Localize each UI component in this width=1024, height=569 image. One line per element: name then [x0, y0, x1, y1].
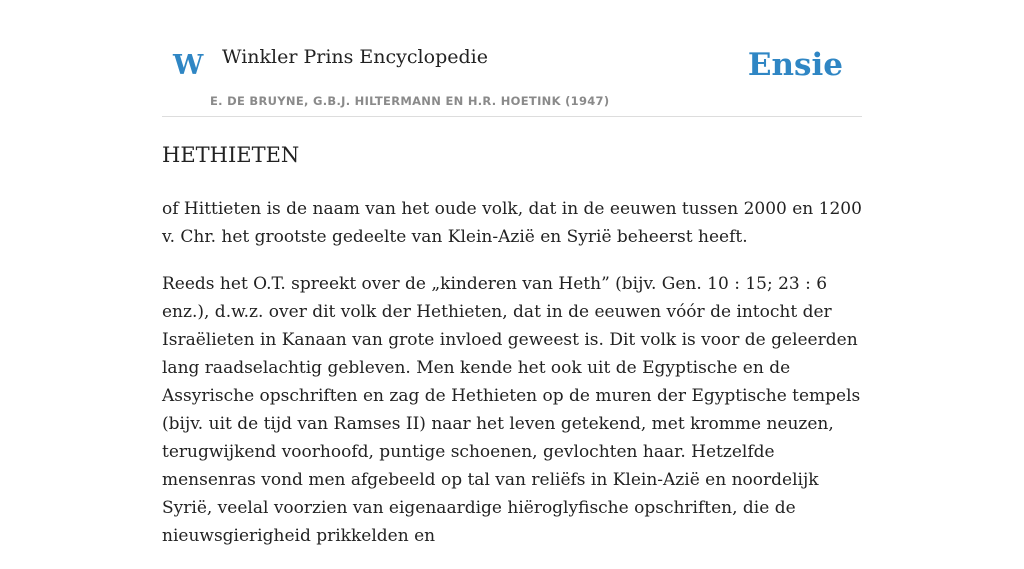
article-paragraph: Reeds het O.T. spreekt over de „kinderen van Heth” (bijv. Gen. 10 : 15; 23 : 6 enz.), d.w.z. over dit volk der Hethieten, dat in de eeuwen vóór de intocht der Israëlieten in Kanaan van grote invloed geweest is. Dit volk is voor de geleerden lang raadselachtig gebleven. Men kende het ook uit de Egyptische en de Assyrische opschriften en zag de Hethieten op de muren der Egyptische tempels (bijv. uit de tijd van Ramses II) naar het leven getekend, met kromme neuzen, terugwijkend voorhoofd, puntige schoenen, gevlochten haar. Hetzelfde mensenras vond men afgebeeld op tal van reliëfs in Klein-Azië en noordelijk Syrië, veelal voorzien van eigenaardige hiëroglyfische opschriften, die de nieuwsgierigheid prikkelden en [162, 274, 861, 546]
brand-logo[interactable]: Ensie [747, 47, 843, 83]
logo[interactable]: W [173, 50, 204, 81]
article-headword: HETHIETEN [162, 143, 300, 167]
publication-title[interactable]: Winkler Prins Encyclopedie [222, 46, 488, 68]
header [162, 0, 862, 117]
article [162, 138, 862, 569]
authors-line: E. DE BRUYNE, G.B.J. HILTERMANN EN H.R. HOETINK (1947) [210, 94, 610, 108]
article-paragraph: of Hittieten is de naam van het oude volk, dat in de eeuwen tussen 2000 en 1200 v. Chr. het grootste gedeelte van Klein-Azië en Syrië beheerst heeft. [162, 199, 862, 247]
